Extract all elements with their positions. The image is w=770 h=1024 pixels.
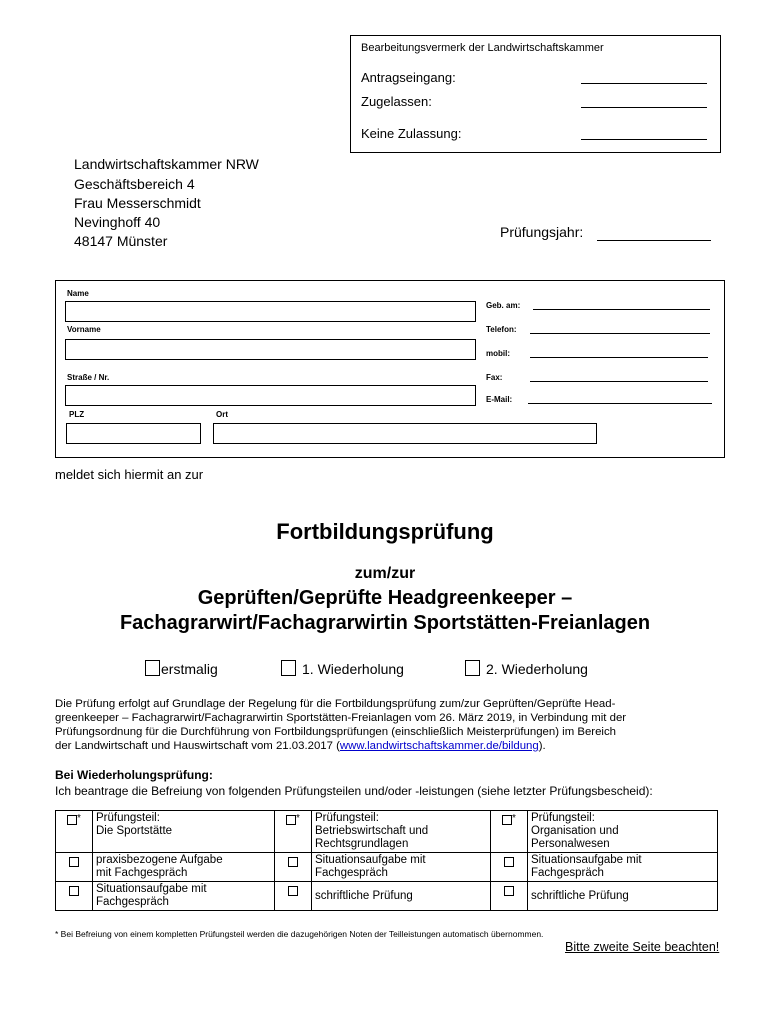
fax-label: Fax: [486,373,503,382]
first-attempt-checkbox[interactable] [145,660,160,676]
exam-part-cell: schriftliche Prüfung [312,882,491,911]
exam-year-field[interactable] [597,240,711,241]
table-row [56,853,718,882]
phone-field[interactable] [530,333,710,334]
legal-basis-line: Prüfungsordnung für die Durchführung von Fortbildungsprüfungen (einschließlich Meisterprüfungen) im Bereich [55,726,616,738]
exemption-checkbox-cell[interactable] [491,811,528,853]
mobile-label: mobil: [486,349,510,358]
exam-part-cell: Situationsaufgabe mit Fachgespräch [93,882,275,911]
checkbox-icon[interactable] [67,815,77,825]
birthdate-field[interactable] [533,309,710,310]
checkbox-icon[interactable] [504,886,514,896]
not-admitted-line[interactable] [581,139,707,140]
email-label: E-Mail: [486,395,513,404]
exam-part-cell: Prüfungsteil: Betriebswirtschaft und Rechtsgrundlagen [312,811,491,853]
address-line-5: 48147 Münster [74,233,168,249]
application-received-label: Antragseingang: [361,70,456,85]
exam-part-cell: praxisbezogene Aufgabe mit Fachgespräch [93,853,275,882]
exam-part-cell: Situationsaufgabe mit Fachgespräch [312,853,491,882]
name-label: Name [67,289,89,298]
checkbox-icon[interactable] [502,815,512,825]
zip-field[interactable] [66,423,201,444]
checkbox-icon[interactable] [288,857,298,867]
main-title: Fortbildungsprüfung [276,519,494,544]
office-processing-box [350,35,721,153]
exemption-checkbox-cell[interactable] [56,853,93,882]
second-retake-checkbox[interactable] [465,660,480,676]
checkbox-icon[interactable] [286,815,296,825]
city-field[interactable] [213,423,597,444]
register-text: meldet sich hiermit an zur [55,467,204,482]
address-line-4: Nevinghoff 40 [74,214,161,230]
exemption-checkbox-cell[interactable] [275,853,312,882]
email-field[interactable] [528,403,712,404]
checkbox-icon[interactable] [69,886,79,896]
street-label: Straße / Nr. [67,373,110,382]
first-name-field[interactable] [65,339,476,360]
exam-part-cell: schriftliche Prüfung [528,882,718,911]
see-second-page-note: Bitte zweite Seite beachten! [565,940,720,954]
not-admitted-label: Keine Zulassung: [361,126,462,141]
address-line-1: Landwirtschaftskammer NRW [74,156,259,172]
exemption-checkbox-cell[interactable] [56,811,93,853]
table-row [56,882,718,911]
legal-basis-line: der Landwirtschaft und Hauswirtschaft vom 21.03.2017 ( [55,740,340,752]
zum-zur-text: zum/zur [354,565,416,582]
fax-field[interactable] [530,381,708,382]
first-retake-checkbox[interactable] [281,660,296,676]
admitted-label: Zugelassen: [361,94,432,109]
exemption-checkbox-cell[interactable] [275,811,312,853]
address-line-2: Geschäftsbereich 4 [74,176,195,192]
name-field[interactable] [65,301,476,322]
exam-part-cell: Prüfungsteil: Die Sportstätte [93,811,275,853]
legal-basis-text [55,697,745,753]
office-box-title: Bearbeitungsvermerk der Landwirtschaftskammer [361,42,604,54]
zip-label: PLZ [69,410,85,419]
exam-year-label: Prüfungsjahr: [500,224,584,240]
star-marker: * [296,813,300,824]
retake-text: Ich beantrage die Befreiung von folgenden Prüfungsteilen und/oder -leistungen (siehe letzter Prüfungsbescheid): [55,784,653,798]
exemption-checkbox-cell[interactable] [275,882,312,911]
retake-heading: Bei Wiederholungsprüfung: [55,768,213,782]
legal-basis-end: ). [538,740,546,752]
personal-data-box [55,280,725,458]
table-row [56,811,718,853]
exemption-table [55,810,718,911]
exemption-checkbox-cell[interactable] [491,853,528,882]
checkbox-icon[interactable] [504,857,514,867]
legal-basis-line: greenkeeper – Fachagrarwirt/Fachagrarwirtin Sportstätten-Freianlagen vom 26. März 2019, in Verbindung mit der [55,712,627,724]
first-name-label: Vorname [67,325,101,334]
first-attempt-label: erstmalig [161,661,218,677]
checkbox-icon[interactable] [288,886,298,896]
checkbox-icon[interactable] [69,857,79,867]
footnote: * Bei Befreiung von einem kompletten Prüfungsteil werden die dazugehörigen Noten der Teilleistungen automatisch übernommen. [55,929,544,939]
exemption-checkbox-cell[interactable] [491,882,528,911]
city-label: Ort [216,410,228,419]
birthdate-label: Geb. am: [486,301,521,310]
mobile-field[interactable] [530,357,708,358]
phone-label: Telefon: [486,325,517,334]
admitted-line[interactable] [581,107,707,108]
street-field[interactable] [65,385,476,406]
address-line-3: Frau Messerschmidt [74,195,201,211]
bildung-link[interactable]: www.landwirtschaftskammer.de/bildung [339,740,539,752]
first-retake-label: 1. Wiederholung [302,661,404,677]
application-received-line[interactable] [581,83,707,84]
subtitle-line-1: Geprüften/Geprüfte Headgreenkeeper – [197,587,573,609]
star-marker: * [77,813,81,824]
exam-part-cell: Prüfungsteil: Organisation und Personalwesen [528,811,718,853]
star-marker: * [512,813,516,824]
subtitle-line-2: Fachagrarwirt/Fachagrarwirtin Sportstätten-Freianlagen [119,612,651,634]
exam-part-cell: Situationsaufgabe mit Fachgespräch [528,853,718,882]
legal-basis-line: Die Prüfung erfolgt auf Grundlage der Regelung für die Fortbildungsprüfung zum/zur Geprüften/Geprüfte Head- [55,698,616,710]
exemption-checkbox-cell[interactable] [56,882,93,911]
second-retake-label: 2. Wiederholung [486,661,588,677]
